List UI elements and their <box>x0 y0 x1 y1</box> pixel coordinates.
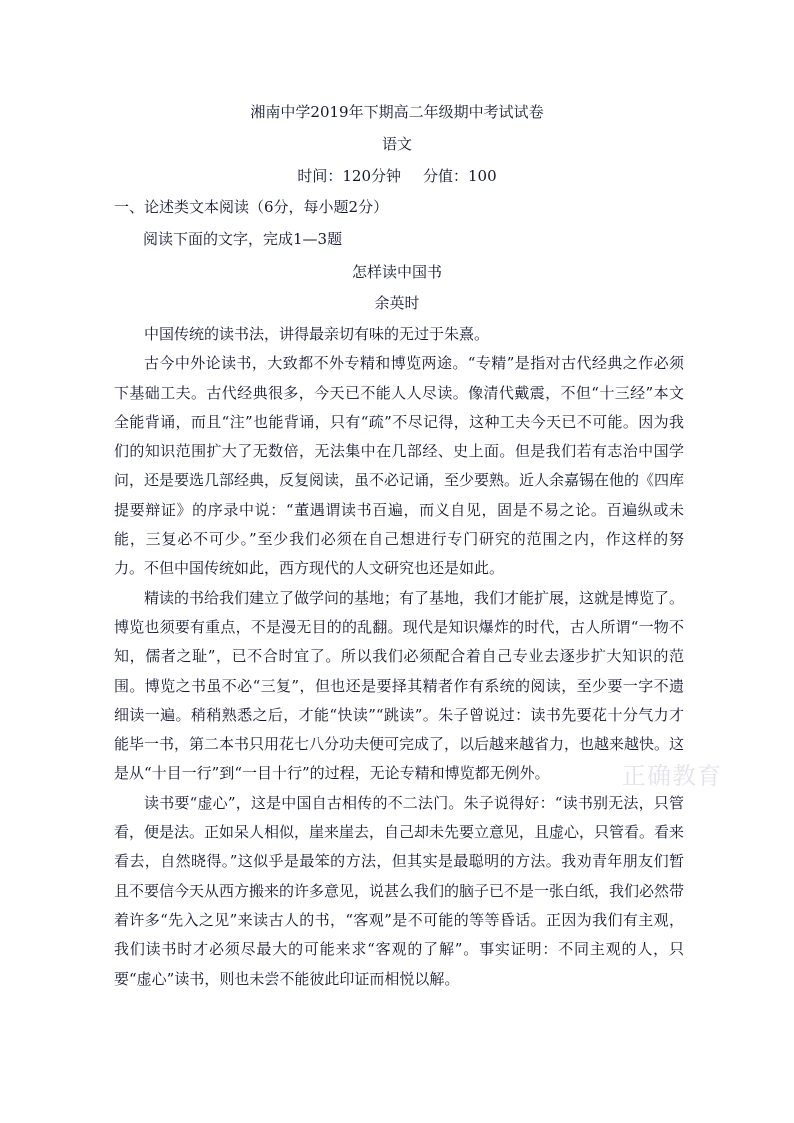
article-author: 余英时 <box>374 294 420 312</box>
section-instruction: 阅读下面的文字，完成1—3题 <box>143 230 343 248</box>
article-title: 怎样读中国书 <box>351 263 442 281</box>
subject-label: 语文 <box>381 135 412 153</box>
exam-title: 湘南中学2019年下期高二年级期中考试试卷 <box>250 103 544 121</box>
paragraph: 读书要“虚心”，这是中国自古相传的不二法门。朱子说得好：“读书别无法，只管看，便是法。正如呆人相似，崖来崖去，自己却未先要立意见，且虚心，只管看。看来看去，自然晓得。”这似乎是最笨的方法，但其实是最聪明的方法。我劝青年朋友们暂且不要信今天从西方搬来的许多意见，说甚么我们的脑子已不是一张白纸，我们必然带着许多“先入之见”来读古人的书，“客观”是不可能的等等昏话。正因为我们有主观，我们读书时才必须尽最大的可能来求“客观的了解”。事实证明：不同主观的人，只要“虚心”读书，则也未尝不能彼此印证而相悦以解。 <box>114 793 685 988</box>
exam-meta <box>0 166 794 186</box>
exam-score: 分值：100 <box>423 167 497 185</box>
section-heading: 一、论述类文本阅读（6分，每小题2分） <box>114 198 389 216</box>
paragraph: 古今中外论读书，大致都不外专精和博览两途。“专精”是指对古代经典之作必须下基础工夫。古代经典很多，今天已不能人人尽读。像清代戴震，不但“十三经”本文全能背诵，而且“注”也能背诵，只有“疏”不尽记得，这种工夫今天已不可能。因为我们的知识范围扩大了无数倍，无法集中在几部经、史上面。但是我们若有志治中国学问，还是要选几部经典，反复阅读，虽不必记诵，至少要熟。近人余嘉锡在他的《四库提要辩证》的序录中说：“董遇谓读书百遍，而义自见，固是不易之论。百遍纵或未能，三复必不可少。”至少我们必须在自己想进行专门研究的范围之内，作这样的努力。不但中国传统如此，西方现代的人文研究也还是如此。 <box>114 354 685 578</box>
paragraph: 中国传统的读书法，讲得最亲切有味的无过于朱熹。 <box>144 325 490 343</box>
paragraph: 精读的书给我们建立了做学问的基地；有了基地，我们才能扩展，这就是博览了。博览也须要有重点，不是漫无目的的乱翻。现代是知识爆炸的时代，古人所谓“一物不知，儒者之耻”，已不合时宜了。所以我们必须配合着自己专业去逐步扩大知识的范围。博览之书虽不必“三复”，但也还是要择其精者作有系统的阅读，至少要一字不遗细读一遍。稍稍熟悉之后，才能“快读”“跳读”。朱子曾说过：读书先要花十分气力才能毕一书，第二本书只用花七八分功夫便可完成了，以后越来越省力，也越来越快。这是从“十目一行”到“一目十行”的过程，无论专精和博览都无例外。 <box>114 588 685 783</box>
exam-time: 时间：120分钟 <box>297 167 401 185</box>
article-body <box>114 320 684 994</box>
watermark: 正确教育 <box>622 762 722 790</box>
